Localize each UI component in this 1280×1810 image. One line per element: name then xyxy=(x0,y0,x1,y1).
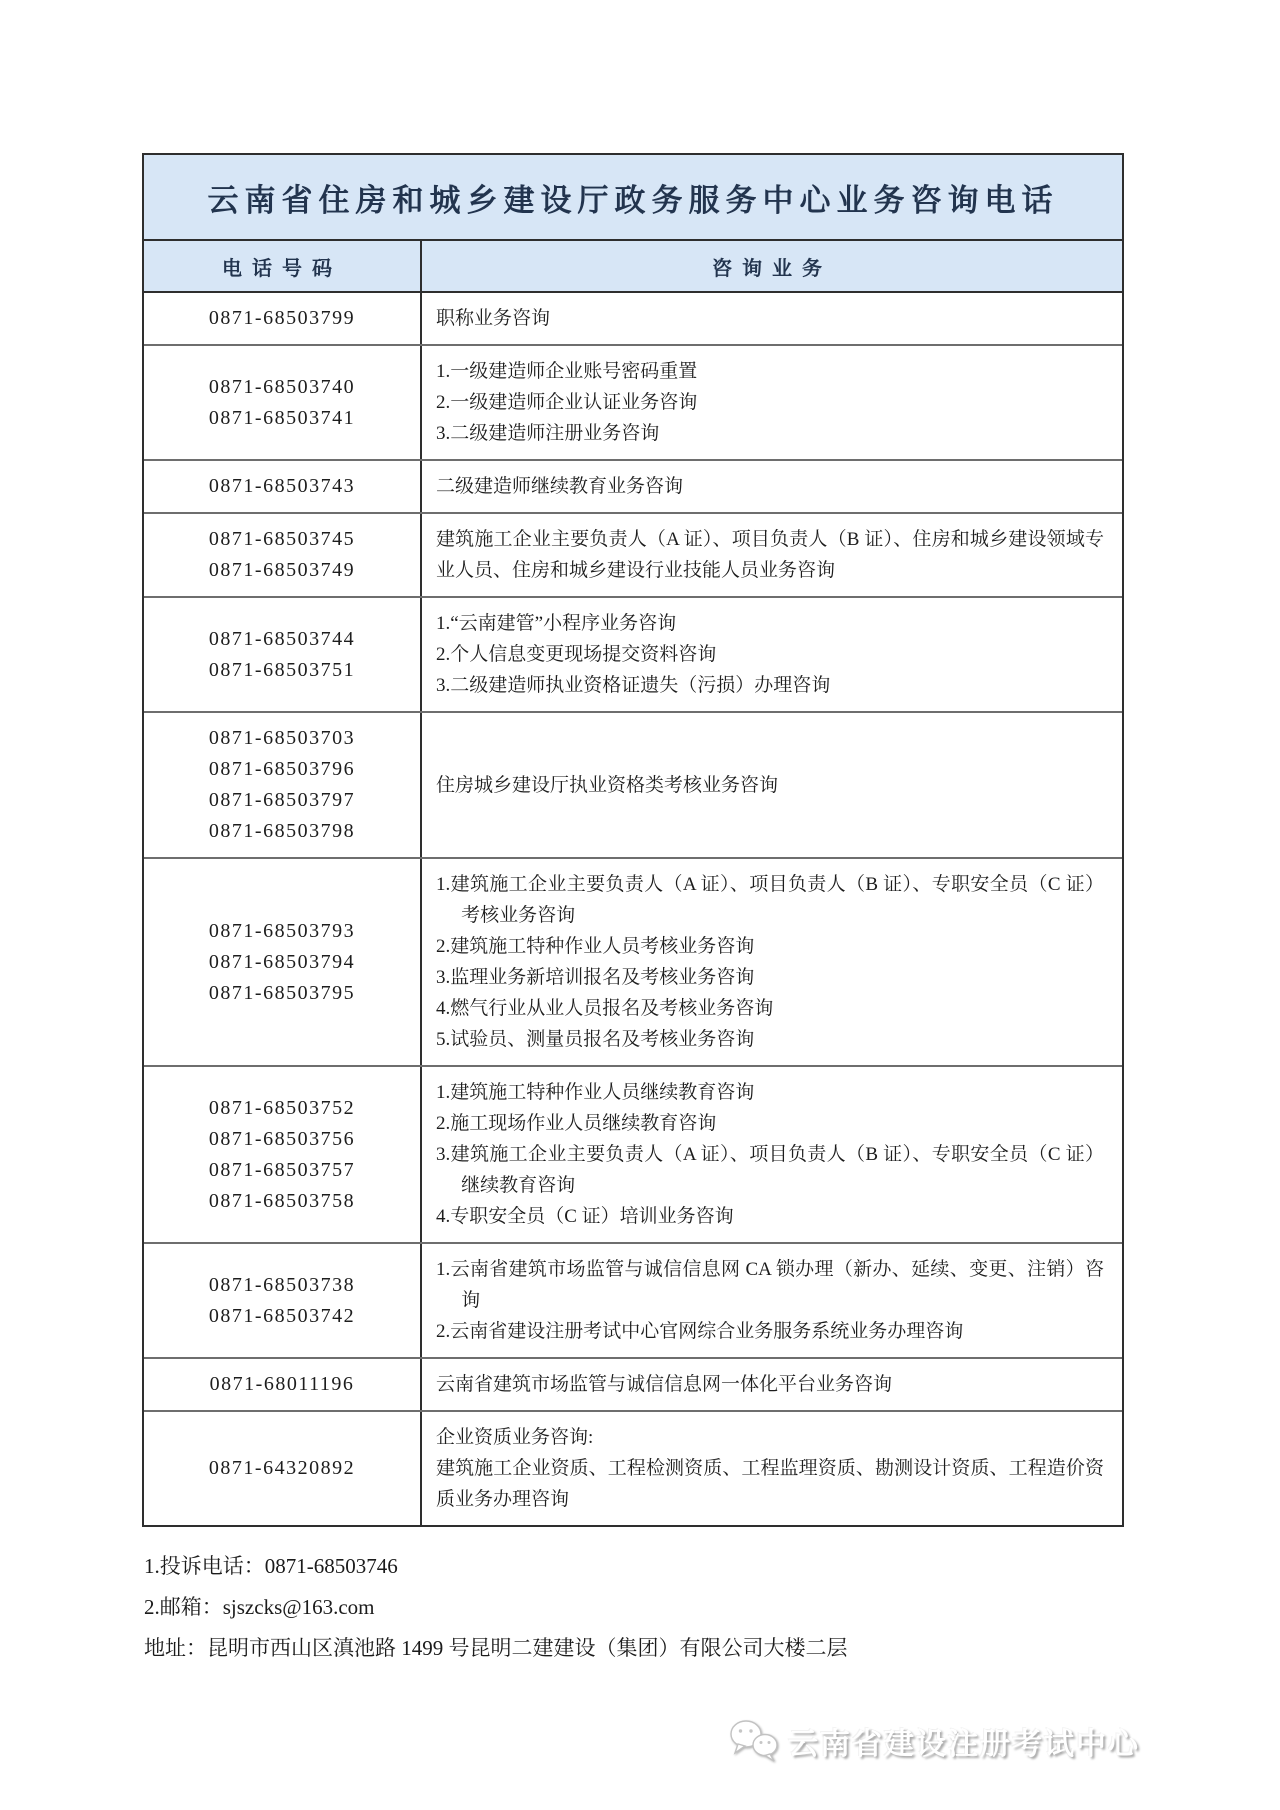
table-header xyxy=(144,241,1122,293)
table-body xyxy=(144,293,1122,1525)
footer-email: 2.邮箱：sjszcks@163.com xyxy=(144,1595,375,1619)
table-row xyxy=(144,1357,1122,1410)
service-item: 云南省建筑市场监管与诚信信息网一体化平台业务咨询 xyxy=(436,1374,893,1395)
phone-number: 0871-68503793 xyxy=(208,919,356,942)
phone-number: 0871-68503744 xyxy=(208,627,356,650)
service-item: 5.试验员、测量员报名及考核业务咨询 xyxy=(436,1029,755,1050)
service-item: 3.二级建造师注册业务咨询 xyxy=(436,423,660,444)
service-cell xyxy=(422,713,1122,857)
phone-number: 0871-68503742 xyxy=(208,1304,356,1327)
service-item: 二级建造师继续教育业务咨询 xyxy=(436,476,684,497)
table-row xyxy=(144,1065,1122,1242)
watermark xyxy=(728,1718,1140,1764)
table-row xyxy=(144,293,1122,344)
service-item: 1.建筑施工特种作业人员继续教育咨询 xyxy=(436,1082,755,1103)
phone-cell xyxy=(144,293,422,344)
phone-cell xyxy=(144,859,422,1065)
service-item: 2.一级建造师企业认证业务咨询 xyxy=(436,392,698,413)
footer-address: 地址：昆明市西山区滇池路 1499 号昆明二建建设（集团）有限公司大楼二层 xyxy=(144,1636,848,1660)
service-item: 建筑施工企业资质、工程检测资质、工程监理资质、勘测设计资质、工程造价资质业务办理咨询 xyxy=(436,1458,1104,1510)
phone-number: 0871-68011196 xyxy=(209,1373,355,1395)
service-item: 1.建筑施工企业主要负责人（A 证）、项目负责人（B 证）、专职安全员（C 证）考核业务咨询 xyxy=(436,874,1104,926)
phone-number: 0871-68503740 xyxy=(208,375,356,398)
phone-cell xyxy=(144,514,422,596)
table-row xyxy=(144,1410,1122,1525)
service-item: 2.个人信息变更现场提交资料咨询 xyxy=(436,644,717,665)
phone-number: 0871-68503743 xyxy=(208,475,356,497)
phone-number: 0871-68503745 xyxy=(208,528,356,550)
service-item: 2.云南省建设注册考试中心官网综合业务服务系统业务办理咨询 xyxy=(436,1321,964,1342)
service-item: 1.“云南建管”小程序业务咨询 xyxy=(436,613,677,634)
service-item: 4.专职安全员（C 证）培训业务咨询 xyxy=(436,1206,734,1227)
phone-number: 0871-68503752 xyxy=(208,1096,356,1119)
wechat-icon xyxy=(728,1718,780,1764)
service-item: 建筑施工企业主要负责人（A 证）、项目负责人（B 证）、住房和城乡建设领域专业人员、住房和城乡建设行业技能人员业务咨询 xyxy=(436,529,1104,581)
service-item: 1.云南省建筑市场监管与诚信信息网 CA 锁办理（新办、延续、变更、注销）咨询 xyxy=(436,1259,1104,1311)
phone-number: 0871-68503703 xyxy=(208,727,356,749)
phone-table xyxy=(142,153,1124,1527)
table-row xyxy=(144,459,1122,512)
column-header-service: 咨询业务 xyxy=(712,257,832,280)
watermark-label: 云南省建设注册考试中心 xyxy=(788,1728,1140,1761)
service-cell xyxy=(422,1412,1122,1525)
phone-number: 0871-68503741 xyxy=(208,406,356,429)
table-row xyxy=(144,596,1122,711)
phone-number: 0871-68503794 xyxy=(208,950,356,973)
service-item: 1.一级建造师企业账号密码重置 xyxy=(436,361,698,382)
phone-cell xyxy=(144,1244,422,1357)
footer-complaint-phone: 1.投诉电话：0871-68503746 xyxy=(144,1554,398,1578)
service-item: 2.施工现场作业人员继续教育咨询 xyxy=(436,1113,717,1134)
footer-notes xyxy=(144,1546,848,1669)
table-row xyxy=(144,512,1122,596)
service-cell xyxy=(422,514,1122,596)
phone-number: 0871-68503797 xyxy=(208,789,356,811)
service-cell xyxy=(422,598,1122,711)
phone-number: 0871-68503798 xyxy=(208,820,356,842)
service-cell xyxy=(422,461,1122,512)
service-item: 企业资质业务咨询: xyxy=(436,1427,594,1448)
service-cell xyxy=(422,859,1122,1065)
service-item: 职称业务咨询 xyxy=(436,308,551,329)
service-cell xyxy=(422,1244,1122,1357)
service-item: 3.二级建造师执业资格证遗失（污损）办理咨询 xyxy=(436,675,831,696)
phone-cell xyxy=(144,1412,422,1525)
phone-number: 0871-68503795 xyxy=(208,981,356,1004)
phone-number: 0871-68503749 xyxy=(208,559,356,581)
phone-cell xyxy=(144,461,422,512)
phone-cell xyxy=(144,713,422,857)
phone-cell xyxy=(144,1359,422,1410)
phone-number: 0871-68503738 xyxy=(208,1273,356,1296)
service-item: 3.监理业务新培训报名及考核业务咨询 xyxy=(436,967,755,988)
service-cell xyxy=(422,1067,1122,1242)
phone-cell xyxy=(144,598,422,711)
phone-cell xyxy=(144,1067,422,1242)
phone-number: 0871-68503796 xyxy=(208,758,356,780)
service-cell xyxy=(422,346,1122,459)
phone-number: 0871-68503758 xyxy=(208,1189,356,1212)
table-row xyxy=(144,1242,1122,1357)
column-header-phone: 电话号码 xyxy=(144,241,422,291)
phone-cell xyxy=(144,346,422,459)
table-row xyxy=(144,344,1122,459)
table-row xyxy=(144,857,1122,1065)
phone-number: 0871-68503756 xyxy=(208,1127,356,1150)
service-item: 3.建筑施工企业主要负责人（A 证）、项目负责人（B 证）、专职安全员（C 证）继续教育咨询 xyxy=(436,1144,1104,1196)
phone-number: 0871-68503751 xyxy=(208,658,356,681)
service-item: 4.燃气行业从业人员报名及考核业务咨询 xyxy=(436,998,774,1019)
table-title: 云南省住房和城乡建设厅政务服务中心业务咨询电话 xyxy=(144,155,1122,241)
phone-number: 0871-64320892 xyxy=(208,1457,356,1479)
service-item: 住房城乡建设厅执业资格类考核业务咨询 xyxy=(436,774,779,796)
service-cell xyxy=(422,1359,1122,1410)
table-row xyxy=(144,711,1122,857)
phone-number: 0871-68503757 xyxy=(208,1158,356,1181)
phone-number: 0871-68503799 xyxy=(208,307,356,329)
service-cell xyxy=(422,293,1122,344)
service-item: 2.建筑施工特种作业人员考核业务咨询 xyxy=(436,936,755,957)
